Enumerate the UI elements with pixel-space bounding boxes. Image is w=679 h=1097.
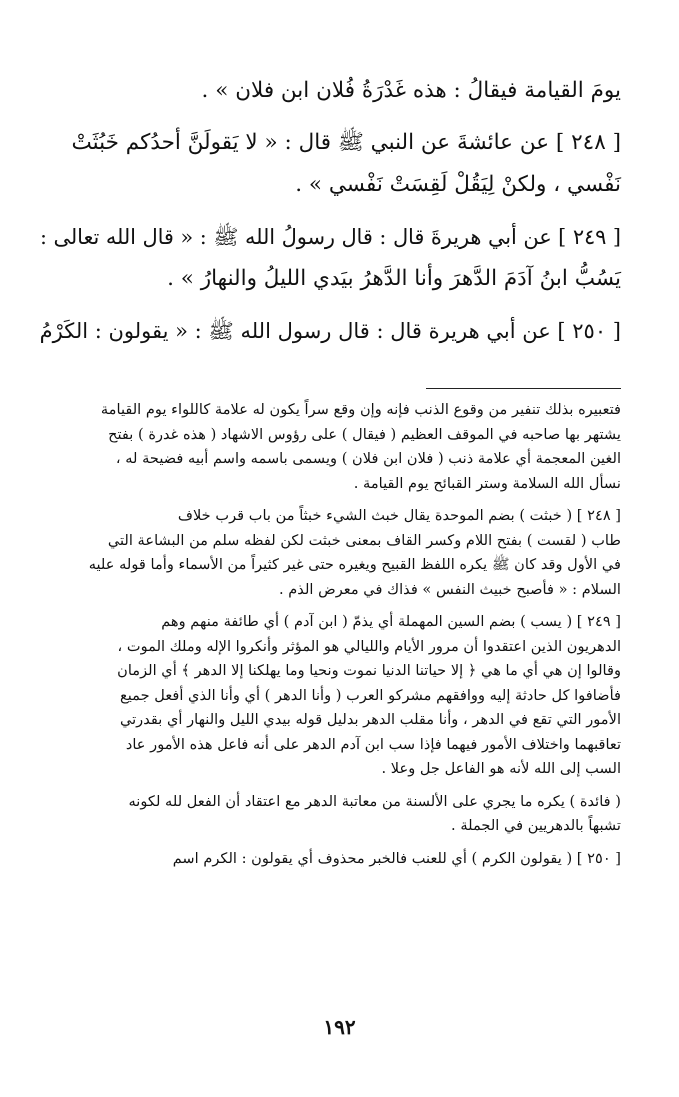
footnote-separator: [426, 388, 621, 389]
note-line: ( فائدة ) يكره ما يجري على الألسنة من معاتبة الدهر مع اعتقاد أن الفعل لله لكونه: [128, 792, 621, 810]
commentary-block: [40, 398, 621, 496]
note-line: السلام : « فأصبح خبيث النفس » فذاك في معرض الذم .: [278, 580, 621, 598]
note-line: الأمور التي تقع في الدهر ، وأنا مقلب الدهر بدليل قوله بيدي الليل والنهار أي بقدرتي: [119, 711, 621, 728]
note-line: [ ٢٤٩ ] ( يسب ) بضم السين المهملة أي يذمّ ( ابن آدم ) أي طائفة منهم وهم: [161, 613, 621, 630]
note-line: السب إلى الله لأنه هو الفاعل جل وعلا .: [381, 760, 621, 777]
note-line: طاب ( لقست ) بفتح اللام وكسر القاف بمعنى خبثت لكن لفظه سلم من البشاعة التي: [107, 531, 621, 549]
note-line: تعاقبهما واختلاف الأمور فيهما فإذا سب ابن آدم الدهر على أنه فاعل هذه الأمور عاد: [125, 735, 621, 753]
note-line: الدهريون الذين اعتقدوا أن مرور الأيام والليالي هو المؤثر وأنكروا الإله وملك الموت ،: [117, 637, 621, 655]
note-line: [ ٢٤٨ ] ( خبثت ) بضم الموحدة يقال خبث الشيء خبثاً من باب قرب خلاف: [177, 507, 621, 524]
commentary-block: [40, 847, 621, 872]
text-line: نَفْسي ، ولكنْ لِيَقُلْ لَقِسَتْ نَفْسي » .: [295, 172, 621, 197]
text-line: [ ٢٤٩ ] عن أبي هريرةَ قال : قال رسولُ الله ﷺ : « قال الله تعالى :: [39, 225, 621, 249]
commentary-block: [40, 790, 621, 839]
note-line: الغين المعجمة أي علامة ذنب ( فلان ابن فلان ) ويسمى باسمه واسم أبيه فضيحة له ،: [115, 450, 621, 467]
note-line: فتعبيره بذلك تنفير من وقوع الذنب فإنه وإن وقع سراً يكون له علامة كاللواء يوم القيامة: [100, 401, 621, 418]
note-line: تشبهاً بالدهريين في الجملة .: [451, 817, 621, 834]
note-line: فأضافوا كل حادثة إليه ووافقهم مشركو العرب ( وأنا الدهر ) أي وأنا الذي أفعل جميع: [120, 686, 621, 704]
hadith-249: [40, 216, 621, 300]
note-line: وقالوا إن هي أي ما هي ﴿ إلا حياتنا الدنيا نموت ونحيا وما يهلكنا إلا الدهر ﴾ أي الزمان: [117, 662, 621, 679]
hadith-248: [40, 122, 621, 206]
commentary-block: [40, 504, 621, 602]
hadith-250: [40, 310, 621, 352]
commentary: [40, 398, 621, 879]
text-line: [ ٢٤٨ ] عن عائشةَ عن النبي ﷺ قال : « لا يَقولَنَّ أحدُكم خَبُثَتْ: [71, 130, 621, 155]
note-line: في الأول وقد كان ﷺ يكره اللفظ القبيح ويغيره حتى غير كثيراً من الأسماء وأما قوله عليه: [88, 556, 621, 573]
text-line: يَسُبُّ ابنُ آدَمَ الدَّهرَ وأنا الدَّهرُ بيَدي الليلُ والنهارُ » .: [167, 266, 621, 291]
hadith-tail: [40, 70, 621, 112]
text-line: يومَ القيامة فيقالُ : هذه غَدْرَةُ فُلان ابن فلان » .: [201, 78, 621, 103]
commentary-block: [40, 610, 621, 782]
text-line: [ ٢٥٠ ] عن أبي هريرة قال : قال رسول الله ﷺ : « يقولون : الكَرْمُ: [39, 319, 621, 343]
note-line: [ ٢٥٠ ] ( يقولون الكرم ) أي للعنب فالخبر محذوف أي يقولون : الكرم اسم: [172, 849, 621, 867]
note-line: نسأل الله السلامة وستر القبائح يوم القيامة .: [353, 474, 621, 492]
page-number: ١٩٢: [323, 1015, 356, 1039]
main-text: [40, 70, 621, 362]
note-line: يشتهر بها صاحبه في الموقف العظيم ( فيقال ) على رؤوس الاشهاد ( هذه غدرة ) بفتح: [108, 425, 621, 443]
